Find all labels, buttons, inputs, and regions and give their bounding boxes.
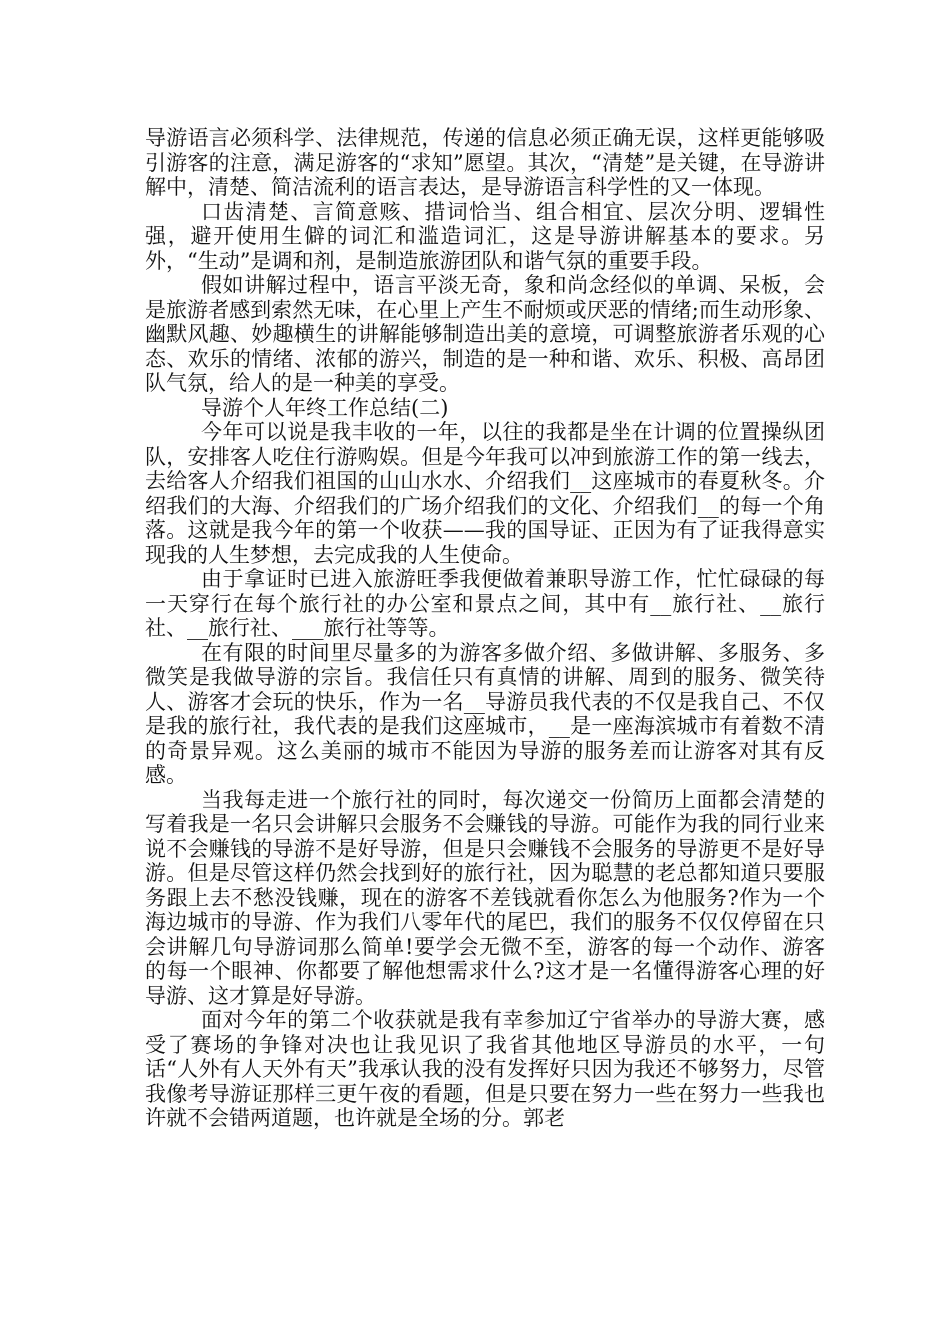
paragraph-8: 面对今年的第二个收获就是我有幸参加辽宁省举办的导游大赛，感受了赛场的争锋对决也让我见识了我省其他地区导游员的水平，一句话“人外有人天外有天”我承认我的没有发挥好只因为我还不够努力，尽管我像考导游证那样三更午夜的看题，但是只要在努力一些在努力一些我也许就不会错两道题，也许就是全场的分。郭老: [145, 1008, 825, 1130]
section-heading: 导游个人年终工作总结(二): [201, 395, 449, 420]
paragraph-6: 在有限的时间里尽量多的为游客多做介绍、多做讲解、多服务、多微笑是我做导游的宗旨。我信任只有真情的讲解、周到的服务、微笑待人、游客才会玩的快乐，作为一名__导游员我代表的不仅是我自己、不仅是我的旅行社，我代表的是我们这座城市，__是一座海滨城市有着数不清的奇景异观。这么美丽的城市不能因为导游的服务差而让游客对其有反感。: [145, 640, 825, 787]
paragraph-1: 导游语言必须科学、法律规范，传递的信息必须正确无误，这样更能够吸引游客的注意，满足游客的“求知”愿望。其次，“清楚”是关键，在导游讲解中，清楚、简洁流利的语言表达，是导游语言科学性的又一体现。: [145, 126, 825, 199]
paragraph-5: 由于拿证时已进入旅游旺季我便做着兼职导游工作，忙忙碌碌的每一天穿行在每个旅行社的办公室和景点之间，其中有__旅行社、__旅行社、__旅行社、___旅行社等等。: [145, 567, 825, 640]
paragraph-7: 当我每走进一个旅行社的同时，每次递交一份简历上面都会清楚的写着我是一名只会讲解只会服务不会赚钱的导游。可能作为我的同行业来说不会赚钱的导游不是好导游，但是只会赚钱不会服务的导游更不是好导游。但是尽管这样仍然会找到好的旅行社，因为聪慧的老总都知道只要服务跟上去不愁没钱赚，现在的游客不差钱就看你怎么为他服务?作为一个海边城市的导游、作为我们八零年代的尾巴，我们的服务不仅仅停留在只会讲解几句导游词那么简单!要学会无微不至，游客的每一个动作、游客的每一个眼神、你都要了解他想需求什么?这才是一名懂得游客心理的好导游、这才算是好导游。: [145, 787, 825, 1008]
document-body: [145, 126, 825, 1131]
paragraph-2: 口齿清楚、言简意赅、措词恰当、组合相宜、层次分明、逻辑性强，避开使用生僻的词汇和滥造词汇，这是导游讲解基本的要求。另外，“生动”是调和剂，是制造旅游团队和谐气氛的重要手段。: [145, 199, 825, 273]
paragraph-4: 今年可以说是我丰收的一年，以往的我都是坐在计调的位置操纵团队，安排客人吃住行游购娱。但是今年我可以冲到旅游工作的第一线去，去给客人介绍我们祖国的山山水水、介绍我们__这座城市的春夏秋冬。介绍我们的大海、介绍我们的广场介绍我们的文化、介绍我们__的每一个角落。这就是我今年的第一个收获——我的国导证、正因为有了证我得意实现我的人生梦想，去完成我的人生使命。: [145, 420, 825, 567]
paragraph-3: 假如讲解过程中，语言平淡无奇，象和尚念经似的单调、呆板，会是旅游者感到索然无味，在心里上产生不耐烦或厌恶的情绪;而生动形象、幽默风趣、妙趣横生的讲解能够制造出美的意境，可调整旅游者乐观的心态、欢乐的情绪、浓郁的游兴，制造的是一种和谐、欢乐、积极、高昂团队气氛，给人的是一种美的享受。: [145, 273, 825, 395]
